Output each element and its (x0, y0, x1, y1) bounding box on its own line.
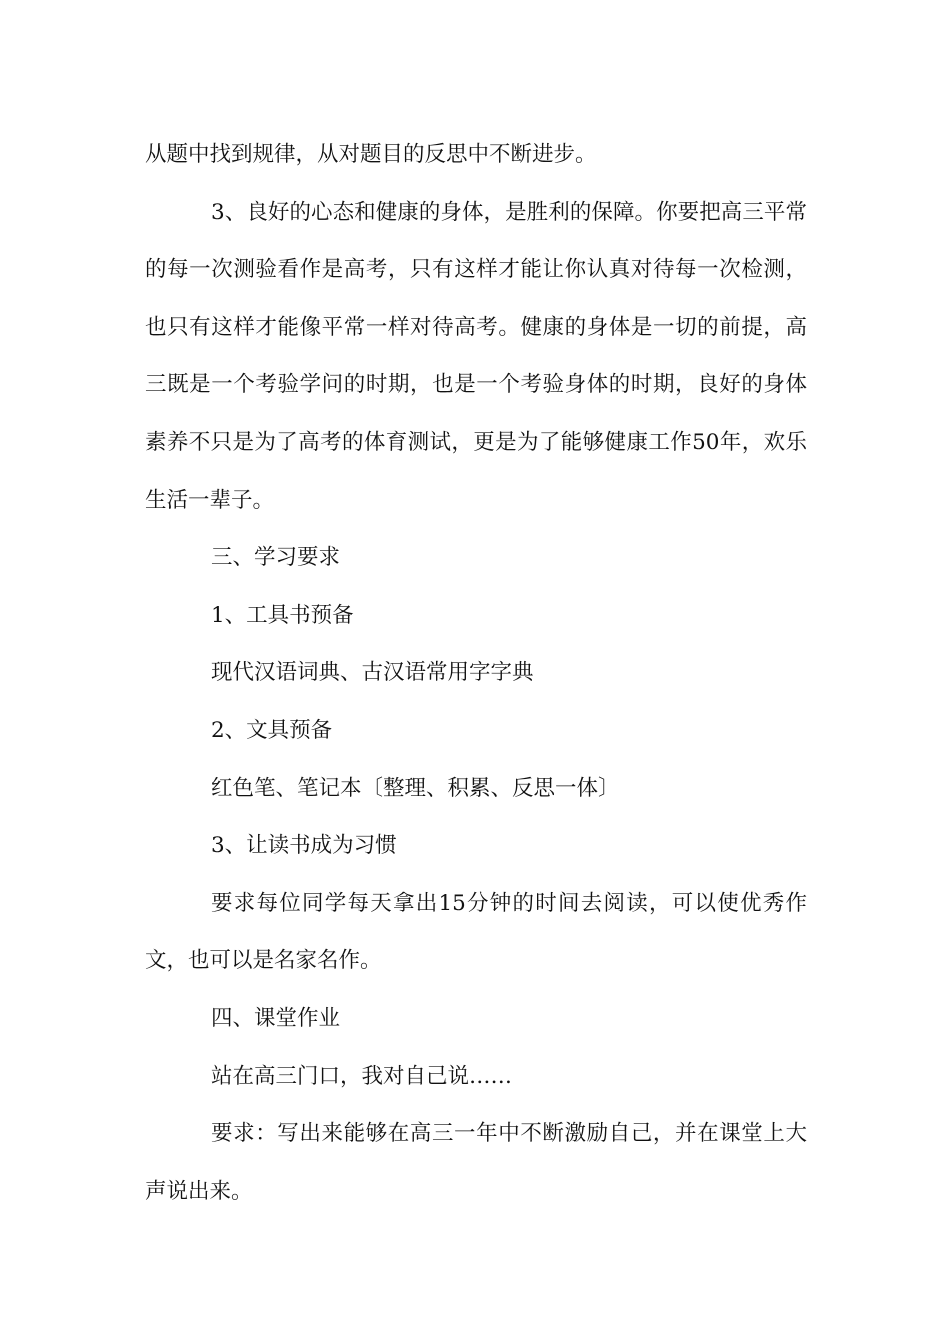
item-heading-stationery: 2、文具预备 (211, 717, 333, 743)
assignment-requirement: 要求：写出来能够在高三一年中不断激励自己，并在课堂上大声说出来。 (145, 1121, 807, 1204)
item-heading-tools: 1、工具书预备 (211, 602, 354, 628)
document-body (145, 126, 807, 1220)
item-text-reading: 要求每位同学每天拿出15分钟的时间去阅读，可以使优秀作文，也可以是名家名作。 (145, 890, 807, 974)
section-heading-3: 三、学习要求 (211, 545, 341, 571)
item-text-tools: 现代汉语词典、古汉语常用字字典 (211, 660, 534, 686)
paragraph-2: 3、良好的心态和健康的身体，是胜利的保障。你要把高三平常的每一次测验看作是高考，只有这样才能让你认真对待每一次检测，也只有这样才能像平常一样对待高考。健康的身体是一切的前提，高三既是一个考验学问的时期，也是一个考验身体的时期，良好的身体素养不只是为了高考的体育测试，更是为了能够健康工作50年，欢乐生活一辈子。 (145, 199, 807, 513)
assignment-title: 站在高三门口，我对自己说…… (211, 1063, 513, 1089)
section-heading-4: 四、课堂作业 (211, 1005, 341, 1031)
paragraph-1: 从题中找到规律，从对题目的反思中不断进步。 (145, 142, 597, 167)
item-text-stationery: 红色笔、笔记本〔整理、积累、反思一体〕 (211, 775, 620, 801)
item-heading-reading: 3、让读书成为习惯 (211, 833, 397, 859)
